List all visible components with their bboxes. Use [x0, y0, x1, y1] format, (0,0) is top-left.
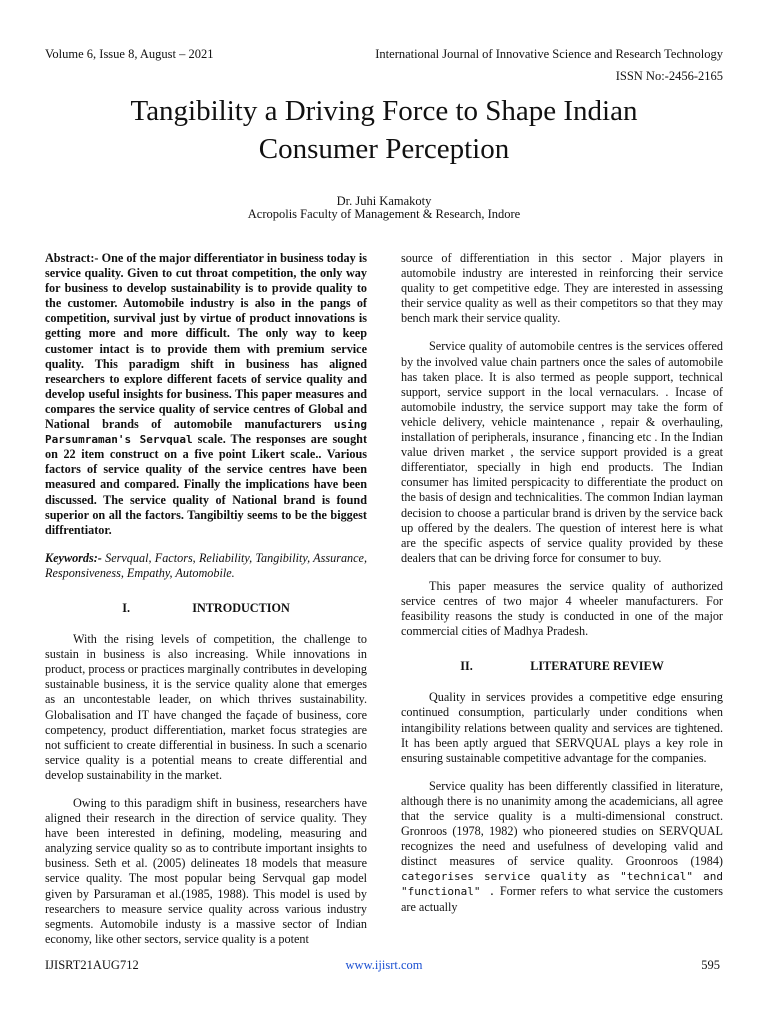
literature-paragraph-1: Quality in services provides a competitive edge ensuring continued consumption, particularly under conditions when intangibility relations between quality and services are tightened. It has been aptly argued that SERVQUAL plays a key role in ensuring sustainable competitive advantage for the companies. [401, 690, 723, 765]
literature-text-1: Service quality has been differently classified in literature, although there is no unanimity among the academicians, all agree that the service quality is a multi-dimensional construct. Gronroos (1978, 1982) who pioneered studies on SERVQUAL recognizes the need and usefulness of developing valid and distinct measures of service quality. Groonroos (1984) [401, 778, 723, 869]
volume-issue: Volume 6, Issue 8, August – 2021 [45, 47, 214, 61]
literature-text-2: Former refers to what service the customers are actually [401, 884, 723, 914]
author-affiliation: Acropolis Faculty of Management & Research, Indore [247, 207, 521, 221]
author-name: Dr. Juhi Kamakoty [336, 194, 432, 208]
abstract-text-1: Abstract:- One of the major differentiator in business today is service quality. Given to cut throat competition, the only way for business to develop sustainability is to provide quality to the customer. Automobile industry is also in the pangs of competition, survival just by virtue of product innovations is getting more and more difficult. The only way to keep customer intact is to provide them with premium service quality. This paradigm shift in business has aligned researchers to explore different facets of service quality and develop useful insights for business. This paper measures and compares the service quality of service centres of Global and National brands of automobile manufacturers [45, 251, 367, 432]
right-paragraph-1: source of differentiation in this sector . Major players in automobile industry are interested in reinforcing their service quality to get competitive edge. They are interested in assessing their service quality as well as their competitors so that they may bench mark their service quality. [401, 251, 723, 326]
page-number: 595 [701, 958, 720, 972]
left-column [45, 251, 367, 960]
journal-name: International Journal of Innovative Science and Research Technology [375, 47, 723, 61]
section-number: II. [460, 659, 473, 674]
literature-paragraph-2 [401, 779, 723, 915]
abstract-servqual-phrase: using Parsumraman's Servqual [45, 418, 367, 447]
right-paragraph-3: This paper measures the service quality of authorized service centres of two major 4 wheeler manufacturers. For feasibility reasons the study is conducted in one of the major commercial cities of Madhya Pradesh. [401, 578, 723, 639]
keywords-list: Servqual, Factors, Reliability, Tangibility, Assurance, Responsiveness, Empathy, Automobile. [45, 550, 367, 580]
abstract-text-2: scale. The responses are sought on 22 item construct on a five point Likert scale.. Various factors of service quality of the service centres have been measured and compared. Finally the implications have been discussed. The service quality of National brand is found superior on all the factors. Tangibiltiy seems to be the biggest diffrentiator. [45, 432, 368, 537]
right-paragraph-2: Service quality of automobile centres is the services offered by the involved value chain partners once the sales of automobile has taken place. It is also termed as people support, technical support, service support in the local vernaculars. . Incase of automobile industry, the service support may take the form of vehicle delivery, vehicle maintenance , repair & overhauling, installation of peripherals, insurance , financing etc . In the Indian value driven market , the service support provided is a great differentiator, specially in high end products. The Indian consumer has limited perspicacity to differentiate the product on the basis of design and technicalities. The common Indian layman decision to choose a particular brand is driven by the service back up offered by the dealers. The question of interest here is what are the specific aspects of service quality provided by these dealers that can be driving force for consumer to buy. [401, 339, 723, 565]
title-line-2: Consumer Perception [258, 133, 510, 165]
keywords [45, 551, 367, 581]
website-link[interactable]: www.ijisrt.com [345, 958, 423, 972]
literature-mono-phrase: categorises service quality as "technical" and "functional" . [401, 870, 723, 899]
section-heading-literature-review [401, 659, 723, 674]
section-heading-introduction [45, 601, 367, 616]
issn: ISSN No:-2456-2165 [615, 69, 723, 83]
intro-paragraph-2: Owing to this paradigm shift in business, researchers have aligned their research in the direction of service quality. They have been interested in defining, modeling, measuring and analyzing service quality so as to contribute important insights to business. Seth et al. (2005) delineates 18 models that measure service quality. The most popular being Servqual gap model given by Parsuraman et al.(1985, 1988). This model is used by researchers to measure service quality across various industry segments. Automobile industy is a massive sector of Indian economy, like other sectors, service quality is a potent [45, 796, 367, 946]
section-title: LITERATURE REVIEW [530, 659, 664, 674]
abstract [45, 251, 367, 538]
paper-title [60, 92, 708, 168]
section-number: I. [122, 600, 131, 615]
intro-paragraph-1: With the rising levels of competition, the challenge to sustain in business is also increasing. While innovations in product, process or practices marginally contributes in developing sustainable business, it is the service quality alone that emerges as an uncontestable leader, on which thrives sustainability. Globalisation and IT have changed the façade of business, core competency, product differentiation, market focus strategies are not sufficient to create differential in business. In such a scenario service quality is a potential means to create differential and develop sustainability in the market. [45, 632, 367, 782]
right-column [401, 251, 723, 928]
paper-id: IJISRT21AUG712 [45, 958, 139, 972]
keywords-label: Keywords:- [45, 550, 102, 565]
title-line-1: Tangibility a Driving Force to Shape Indian [130, 95, 638, 127]
section-title: INTRODUCTION [192, 600, 290, 615]
